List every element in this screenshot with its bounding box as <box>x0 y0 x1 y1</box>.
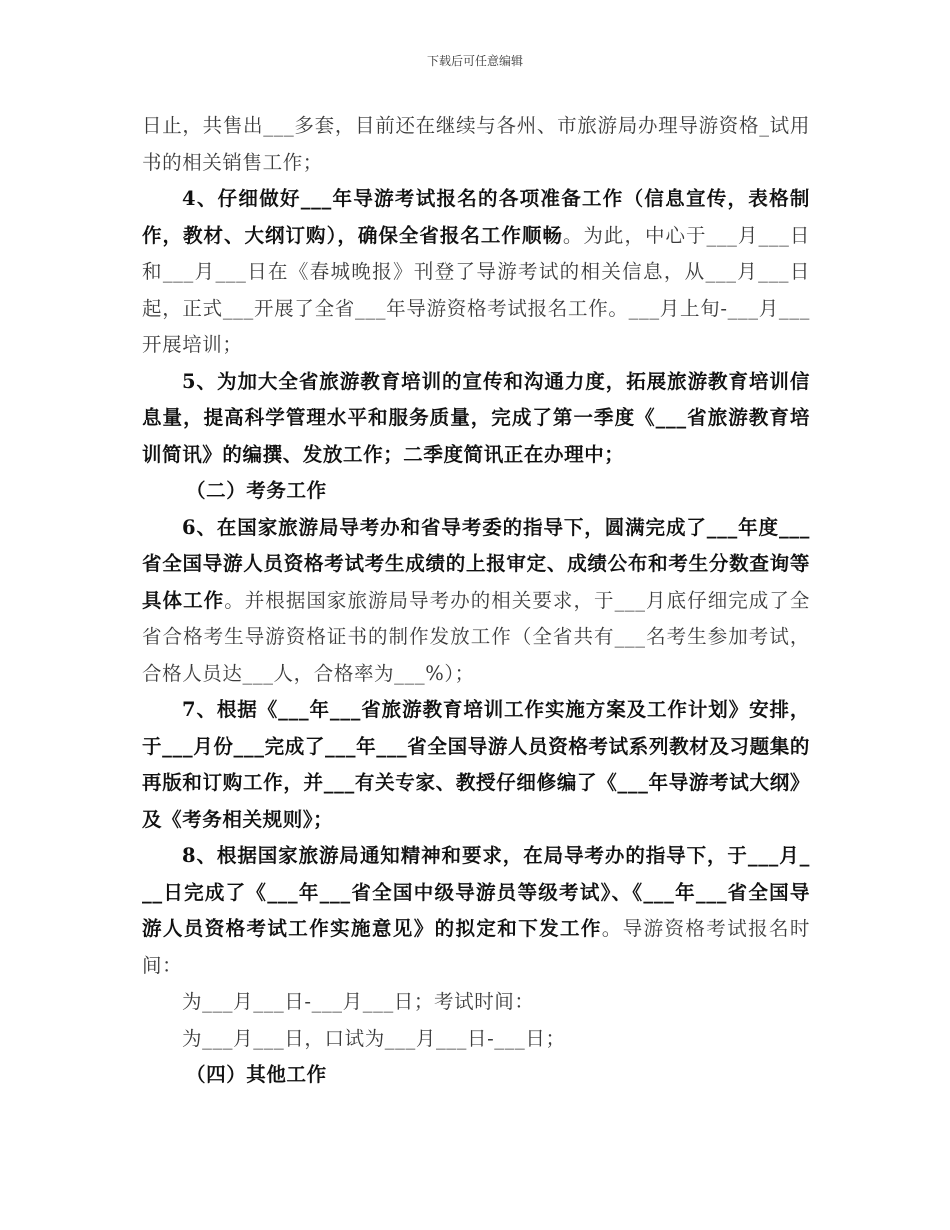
paragraph-item-8 <box>142 838 810 984</box>
item-4-bold-text: 4、仔细做好___年导游考试报名的各项准备工作（信息宣传，表格制作，教材、大纲订购），确保全省报名工作顺畅 <box>142 187 810 247</box>
paragraph-sales: 日止，共售出___多套，目前还在继续与各州、市旅游局办理导游资格_试用书的相关销售工作； <box>142 114 810 174</box>
paragraph-item-5: 5、为加大全省旅游教育培训的宣传和沟通力度，拓展旅游教育培训信息量，提高科学管理水平和服务质量，完成了第一季度《___省旅游教育培训简讯》的编撰、发放工作；二季度简讯正在办理中； <box>142 369 810 466</box>
item-8-normal-text: 。导游资格考试报名时间： <box>142 917 810 977</box>
paragraph-item-7: 7、根据《___年___省旅游教育培训工作实施方案及工作计划》安排，于___月份___完成了___年___省全国导游人员资格考试系列教材及习题集的再版和订购工作，并___有关专家、教授仔细修编了《___年导游考试大纲》及《考务相关规则》； <box>142 698 810 831</box>
item-8-bold-text: 8、根据国家旅游局通知精神和要求，在局导考办的指导下，于___月___日完成了《___年___省全国中级导游员等级考试》、《___年___省全国导游人员资格考试工作实施意见》的拟定和下发工作 <box>142 844 810 940</box>
section-heading-other-work: （四）其他工作 <box>186 1063 327 1086</box>
paragraph-item-4 <box>142 181 810 364</box>
document-body <box>142 108 810 1094</box>
page-header: 下载后可任意编辑 <box>426 54 523 68</box>
paragraph-item-6 <box>142 510 810 693</box>
item-6-normal-text: 。并根据国家旅游局导考办的相关要求，于___月底仔细完成了全省合格考生导游资格证书的制作发放工作（全省共有___名考生参加考试，合格人员达___人，合格率为___%）； <box>142 588 810 685</box>
section-heading-exam-affairs: （二）考务工作 <box>186 479 327 502</box>
paragraph-registration-time: 为___月___日-___月___日；考试时间： <box>182 990 535 1013</box>
paragraph-exam-time: 为___月___日，口试为___月___日-___日； <box>182 1026 566 1050</box>
item-4-normal-text: 。为此，中心于___月___日和___月___日在《春城晚报》刊登了导游考试的相关信息，从___月___日起，正式___开展了全省___年导游资格考试报名工作。___月上旬-___月___开展培训； <box>142 223 810 356</box>
item-6-bold-text: 6、在国家旅游局导考办和省导考委的指导下，圆满完成了___年度___省全国导游人员资格考试考生成绩的上报审定、成绩公布和考生分数查询等具体工作 <box>142 515 810 612</box>
